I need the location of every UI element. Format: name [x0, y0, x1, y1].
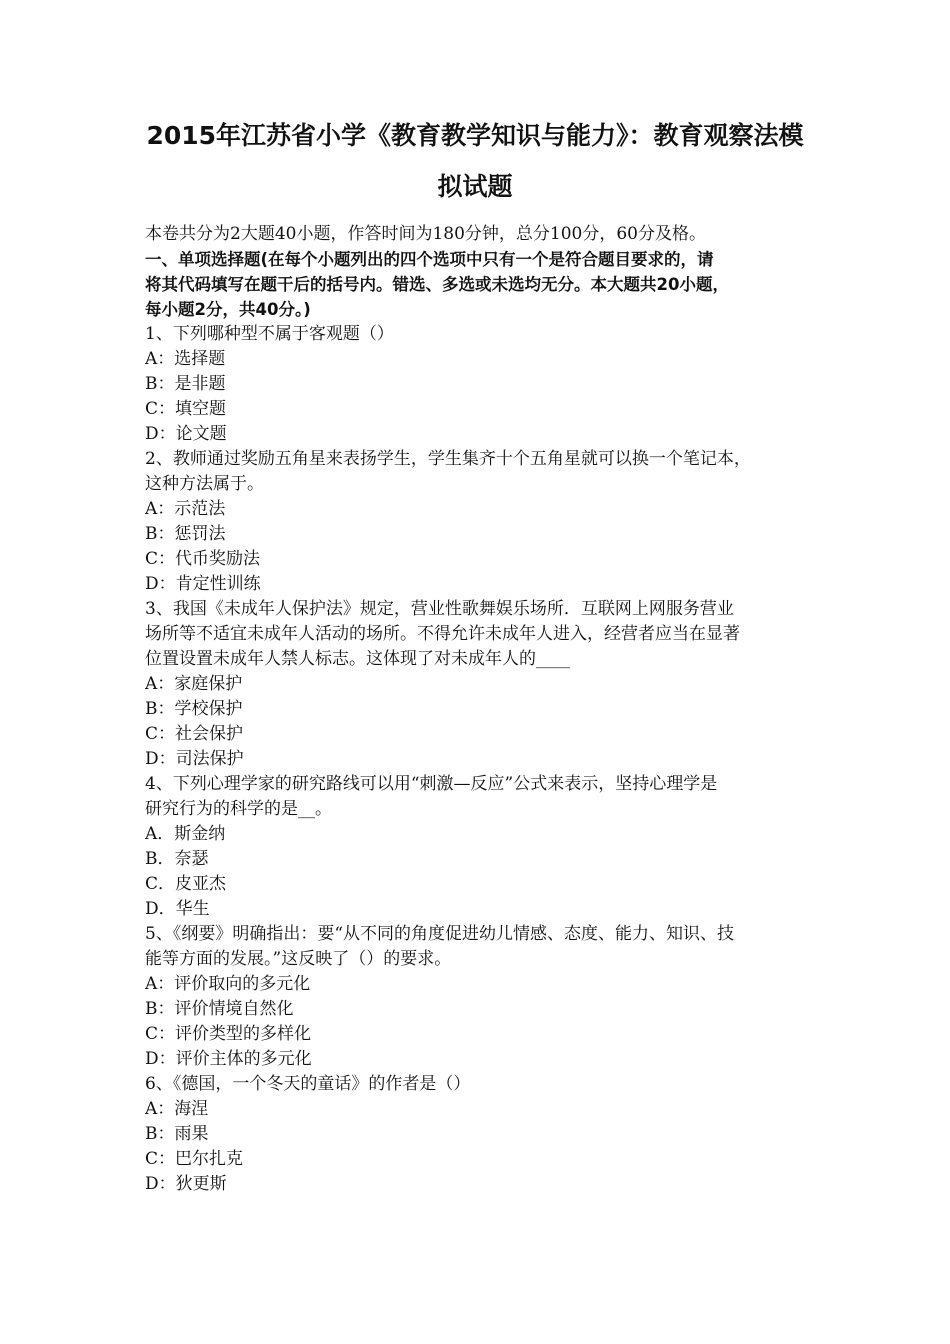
- document-title-line-1: 2015年江苏省小学《教育教学知识与能力》：教育观察法模: [146, 121, 804, 150]
- answer-option: A：家庭保护: [145, 674, 243, 694]
- question-block: [145, 1072, 815, 1197]
- question-stem-line: 4、下列心理学家的研究路线可以用“刺激—反应”公式来表示，坚持心理学是: [145, 774, 718, 794]
- answer-option: C．皮亚杰: [145, 874, 227, 894]
- question-stem-line: 研究行为的科学的是__。: [145, 799, 332, 819]
- question-stem-line: 位置设置未成年人禁人标志。这体现了对未成年人的____: [145, 649, 570, 669]
- question-block: [145, 322, 815, 447]
- answer-option: A：选择题: [145, 349, 226, 369]
- answer-option: C：代币奖励法: [145, 549, 261, 569]
- answer-option: C：社会保护: [145, 724, 244, 744]
- answer-option: B．奈瑟: [145, 849, 209, 869]
- answer-option: B：学校保护: [145, 699, 243, 719]
- answer-option: D：狄更斯: [145, 1174, 227, 1194]
- section-heading-line-2: 将其代码填写在题干后的括号内。错选、多选或未选均无分。本大题共20小题，: [145, 275, 729, 294]
- answer-option: C：填空题: [145, 399, 227, 419]
- question-stem-line: 这种方法属于。: [145, 474, 264, 494]
- question-stem-line: 5、《纲要》明确指出：要“从不同的角度促进幼儿情感、态度、能力、知识、技: [145, 924, 735, 944]
- question-stem-line: 2、教师通过奖励五角星来表扬学生，学生集齐十个五角星就可以换一个笔记本，: [145, 449, 751, 469]
- question-block: [145, 922, 815, 1072]
- question-stem-line: 能等方面的发展。”这反映了（）的要求。: [145, 949, 452, 969]
- answer-option: D．华生: [145, 899, 210, 919]
- answer-option: A：评价取向的多元化: [145, 974, 311, 994]
- answer-option: D：论文题: [145, 424, 227, 444]
- question-stem-line: 6、《德国，一个冬天的童话》的作者是（）: [145, 1074, 471, 1094]
- document-title-line-2: 拟试题: [437, 172, 513, 201]
- answer-option: A：示范法: [145, 499, 226, 519]
- answer-option: D：司法保护: [145, 749, 244, 769]
- question-stem-line: 1、下列哪种型不属于客观题（）: [145, 324, 394, 344]
- answer-option: B：评价情境自然化: [145, 999, 294, 1019]
- answer-option: D：评价主体的多元化: [145, 1049, 312, 1069]
- section-heading-line-1: 一、单项选择题(在每个小题列出的四个选项中只有一个是符合题目要求的，请: [145, 250, 714, 269]
- question-list: [145, 322, 815, 1197]
- answer-option: C：巴尔扎克: [145, 1149, 244, 1169]
- answer-option: B：是非题: [145, 374, 226, 394]
- question-block: [145, 447, 815, 597]
- answer-option: B：惩罚法: [145, 524, 226, 544]
- question-stem-line: 3、我国《未成年人保护法》规定，营业性歌舞娱乐场所．互联网上网服务营业: [145, 599, 734, 619]
- answer-option: B：雨果: [145, 1124, 209, 1144]
- exam-intro: 本卷共分为2大题40小题，作答时间为180分钟，总分100分，60分及格。: [145, 224, 706, 244]
- answer-option: D：肯定性训练: [145, 574, 261, 594]
- answer-option: C：评价类型的多样化: [145, 1024, 312, 1044]
- question-block: [145, 772, 815, 922]
- section-heading-line-3: 每小题2分，共40分。): [145, 300, 311, 319]
- document-body: [145, 222, 815, 1197]
- question-stem-line: 场所等不适宜未成年人活动的场所。不得允许未成年人进入，经营者应当在显著: [145, 624, 740, 644]
- question-block: [145, 597, 815, 772]
- answer-option: A：海涅: [145, 1099, 209, 1119]
- answer-option: A．斯金纳: [145, 824, 226, 844]
